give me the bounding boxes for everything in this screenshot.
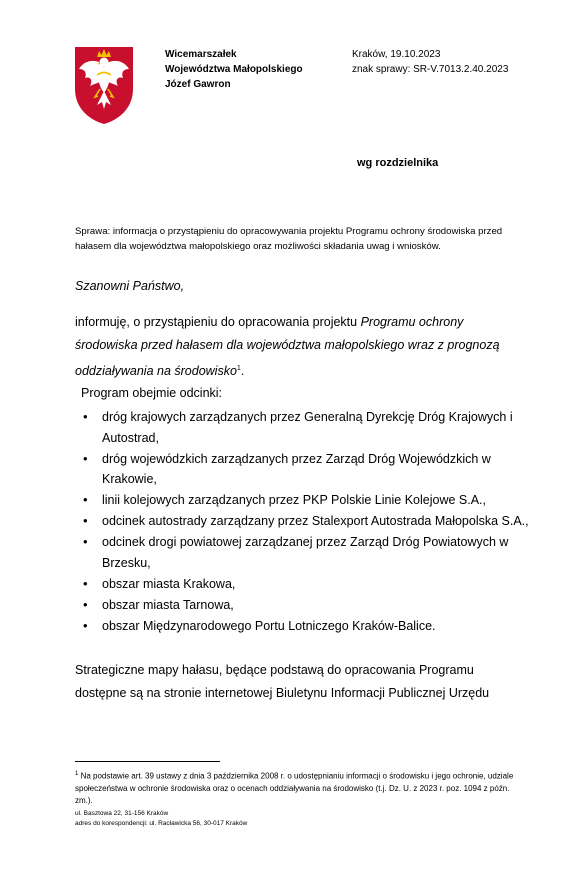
correspondence-address: adres do korespondencji: ul. Racławicka 56, 30-017 Kraków — [75, 820, 248, 827]
intro-end: . — [240, 364, 245, 379]
footnote-reference: 1 — [236, 365, 241, 372]
scope-list — [81, 407, 541, 637]
program-name: Programu ochrony środowiska przed hałasem dla województwa małopolskiego wraz z prognozą oddziaływania na środowisko — [75, 315, 500, 379]
case-reference: znak sprawy: SR-V.7013.2.40.2023 — [352, 64, 509, 75]
list-item: • obszar miasta Krakowa, — [81, 574, 541, 595]
list-item: • obszar Międzynarodowego Portu Lotniczego Kraków-Balice. — [81, 616, 541, 637]
sender-office: Województwa Małopolskiego — [165, 64, 303, 75]
list-item: • dróg krajowych zarządzanych przez Generalną Dyrekcję Dróg Krajowych i Autostrad, — [81, 407, 541, 448]
list-item: • dróg wojewódzkich zarządzanych przez Zarząd Dróg Wojewódzkich w Krakowie, — [81, 449, 541, 490]
list-item: • obszar miasta Tarnowa, — [81, 595, 541, 616]
recipient: wg rozdzielnika — [357, 157, 439, 169]
footnote-mark: 1 — [75, 771, 79, 777]
street-address: ul. Basztowa 22, 31-156 Kraków — [75, 810, 169, 817]
sender-name: Józef Gawron — [165, 79, 231, 90]
place-date: Kraków, 19.10.2023 — [352, 49, 441, 60]
sender-title: Wicemarszałek — [165, 49, 237, 60]
intro-lead: informuję, o przystąpieniu do opracowania projektu — [75, 315, 361, 329]
list-item: • linii kolejowych zarządzanych przez PKP Polskie Linie Kolejowe S.A., — [81, 490, 541, 511]
salutation: Szanowni Państwo, — [75, 279, 185, 293]
footnote-divider — [75, 761, 220, 762]
list-item: • odcinek drogi powiatowej zarządzanej przez Zarząd Dróg Powiatowych w Brzesku, — [81, 532, 541, 573]
closing-paragraph: Strategiczne mapy hałasu, będące podstawą do opracowania Programu dostępne są na stronie internetowej Biuletynu Informacji Publicznej Urzędu — [75, 663, 490, 700]
office-address — [75, 809, 247, 829]
sender-block — [165, 47, 303, 92]
subject-line: Sprawa: informacja o przystąpieniu do opracowywania projektu Programu ochrony środowiska przed hałasem dla województwa małopolskiego oraz możliwości składania uwag i wniosków. — [75, 226, 503, 252]
list-intro: Program obejmie odcinki: — [81, 386, 223, 400]
footnote — [75, 768, 515, 807]
list-item: • odcinek autostrady zarządzany przez Stalexport Autostrada Małopolska S.A., — [81, 511, 541, 532]
footnote-text: Na podstawie art. 39 ustawy z dnia 3 października 2008 r. o udostępnianiu informacji o środowisku i jego ochronie, udziale społeczeństwa w ochronie środowiska oraz o ocenach oddziaływania na środowisko (t.j. Dz. U. z 2023 r. poz. 1094 z późn. zm.). — [75, 771, 514, 805]
intro-paragraph — [75, 311, 515, 383]
malopolska-eagle-crest-icon — [73, 45, 135, 125]
letter-meta — [352, 47, 508, 77]
